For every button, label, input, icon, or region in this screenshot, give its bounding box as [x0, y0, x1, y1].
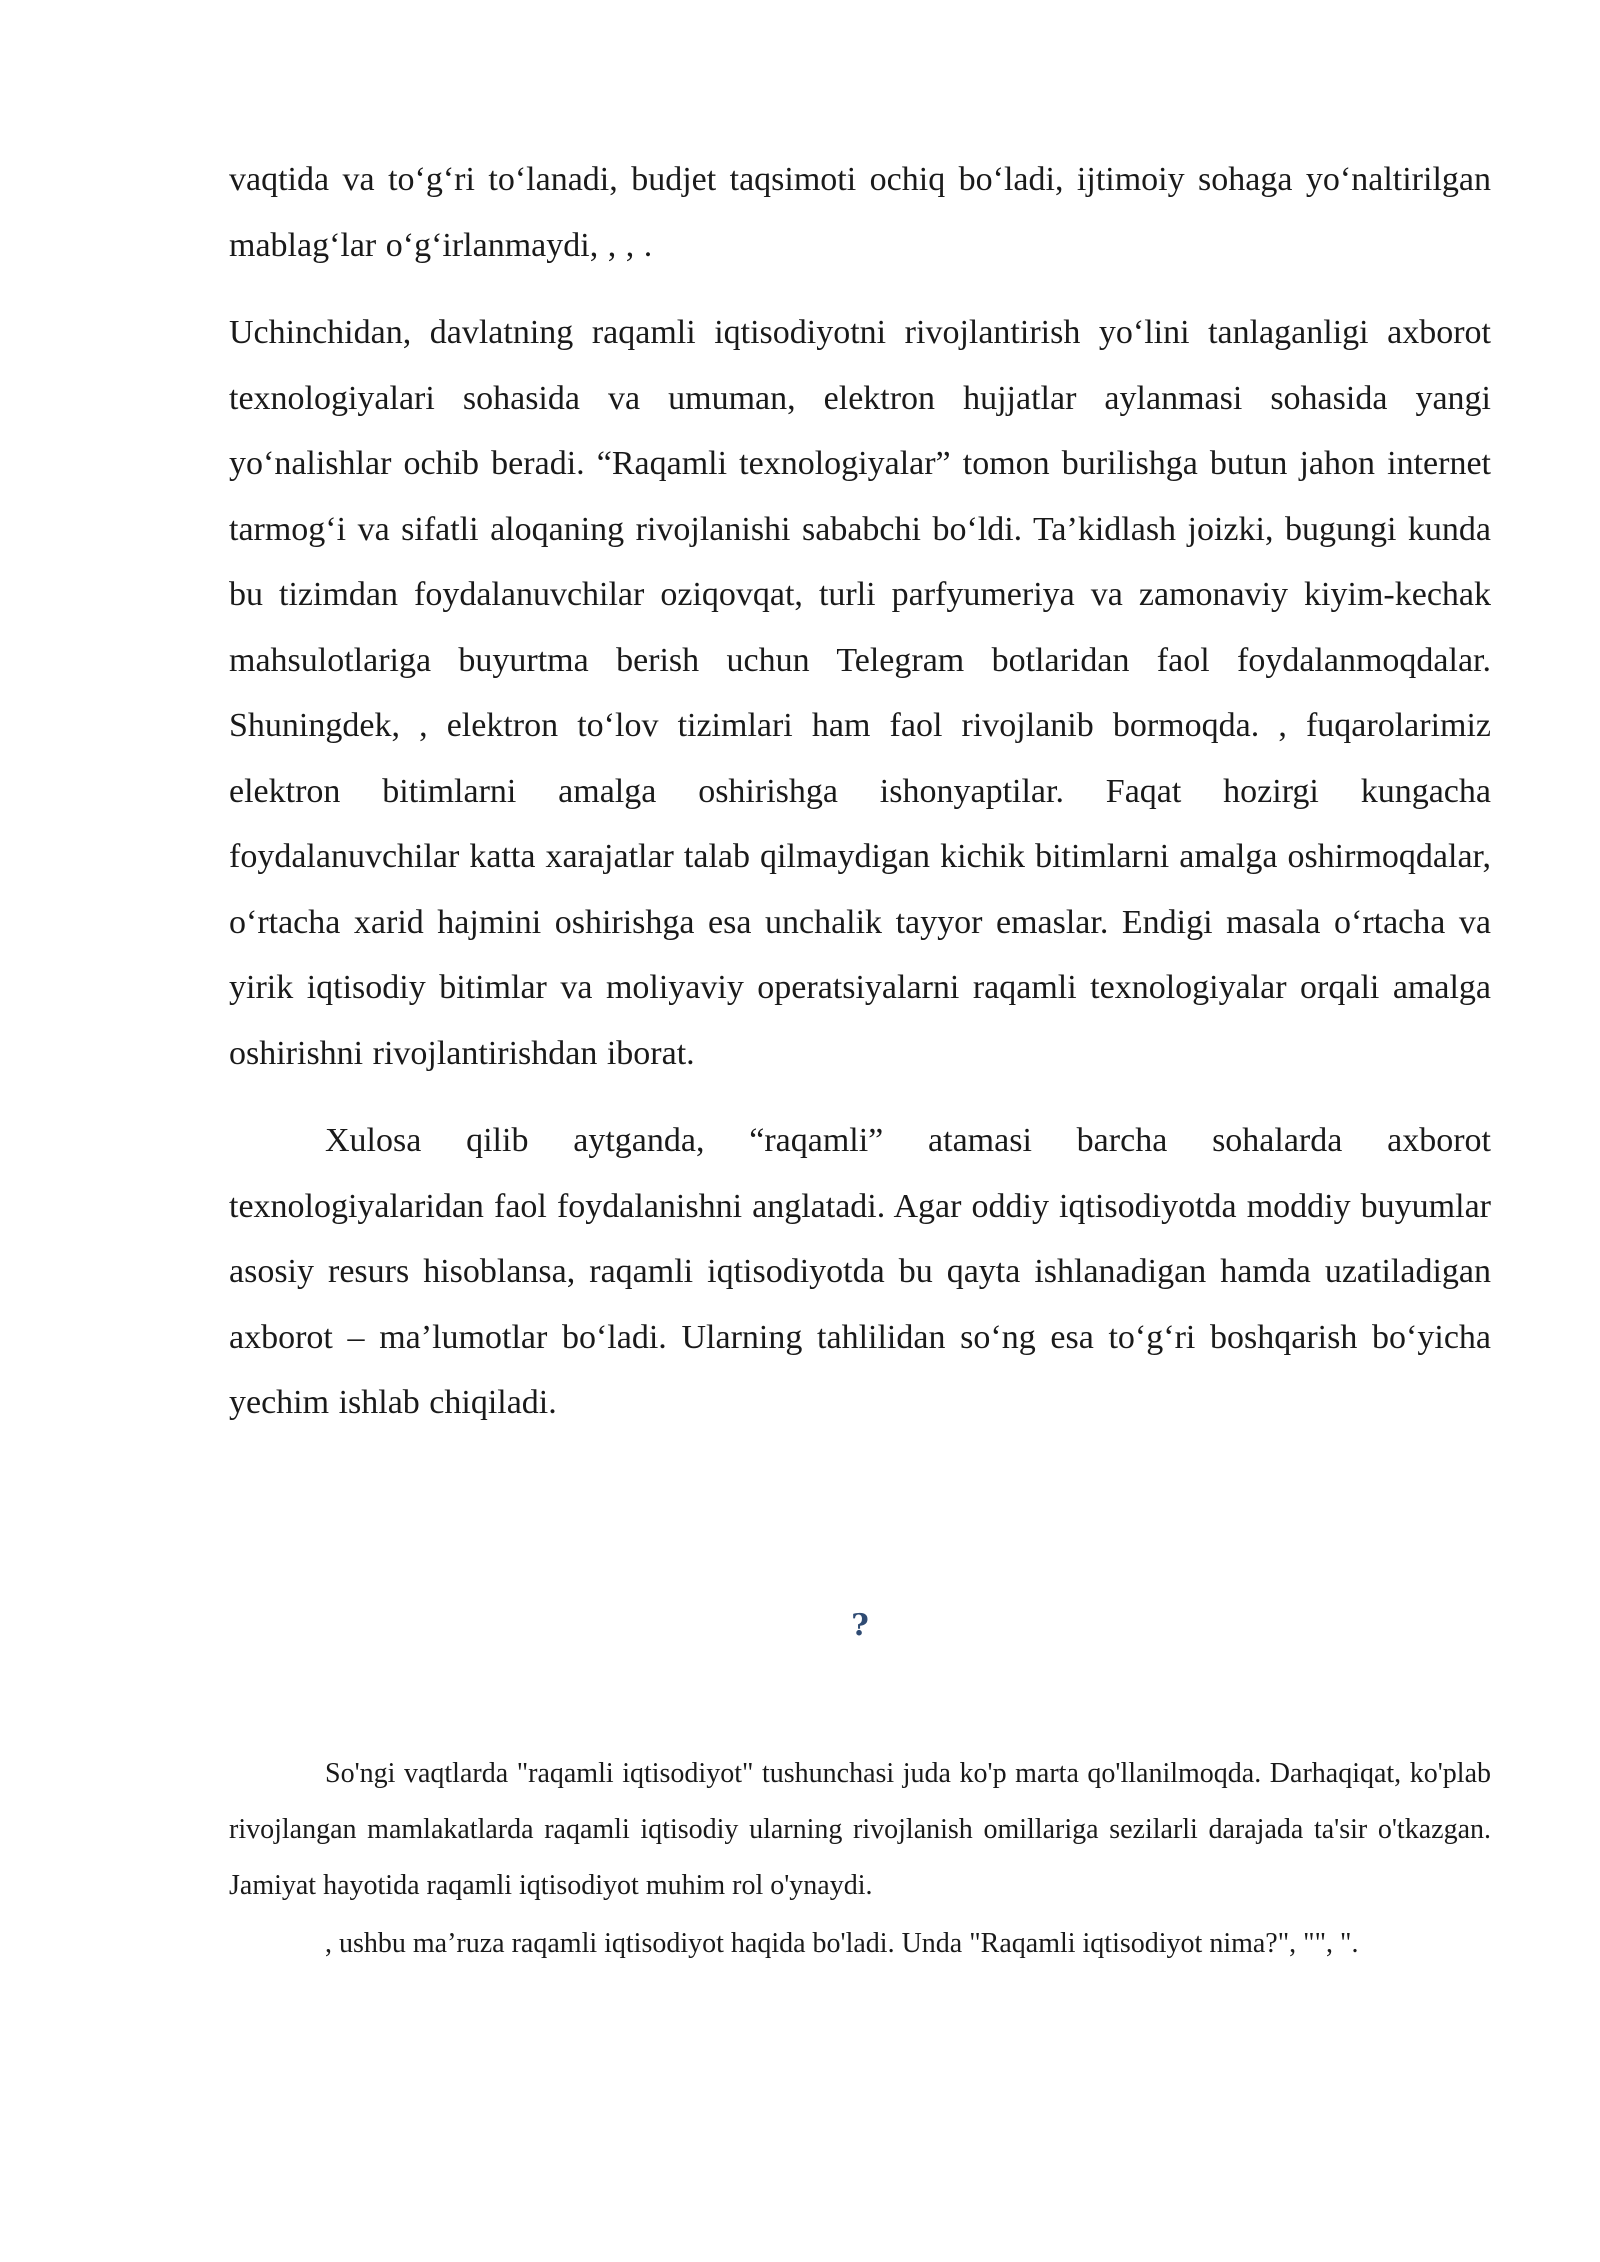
lecture-topic-paragraph: , ushbu ma’ruza raqamli iqtisodiyot haqida bo'ladi. Unda "Raqamli iqtisodiyot nima?", "", ". [325, 1928, 1359, 1959]
section-heading: ? [851, 1608, 869, 1643]
paragraph-conclusion: Xulosa qilib aytganda, “raqamli” atamasi barcha sohalarda axborot texnologiyalaridan faol foydalanishni anglatadi. Agar oddiy iqtisodiyotda moddiy buyumlar asosiy resurs hisoblansa, raqamli iqtisodiyotda bu qayta ishlanadigan hamda uzatiladigan axborot – ma’lumotlar bo‘ladi. Ularning tahlilidan so‘ng esa to‘g‘ri boshqarish bo‘yicha yechim ishlab chiqiladi. [229, 1122, 1491, 1421]
intro-section [229, 1746, 1491, 1972]
paragraph-continuation: vaqtida va to‘g‘ri to‘lanadi, budjet taqsimoti ochiq bo‘ladi, ijtimoiy sohaga yo‘naltirilgan mablag‘lar o‘g‘irlanmaydi, , , . [229, 161, 1491, 264]
document-body [229, 147, 1491, 1436]
paragraph-third-point: Uchinchidan, davlatning raqamli iqtisodiyotni rivojlantirish yo‘lini tanlaganligi axborot texnologiyalari sohasida va umuman, elektron hujjatlar aylanmasi sohasida yangi yo‘nalishlar ochib beradi. “Raqamli texnologiyalar” tomon burilishga butun jahon internet tarmog‘i va sifatli aloqaning rivojlanishi sababchi bo‘ldi. Ta’kidlash joizki, bugungi kunda bu tizimdan foydalanuvchilar oziqovqat, turli parfyumeriya va zamonaviy kiyim-kechak mahsulotlariga buyurtma berish uchun Telegram botlaridan faol foydalanmoqdalar. Shuningdek, , elektron to‘lov tizimlari ham faol rivojlanib bormoqda. , fuqarolarimiz elektron bitimlarni amalga oshirishga ishonyaptilar. Faqat hozirgi kungacha foydalanuvchilar katta xarajatlar talab qilmaydigan kichik bitimlarni amalga oshirmoqdalar, o‘rtacha xarid hajmini oshirishga esa unchalik tayyor emaslar. Endigi masala o‘rtacha va yirik iqtisodiy bitimlar va moliyaviy operatsiyalarni raqamli texnologiyalar orqali amalga oshirishni rivojlantirishdan iborat. [229, 314, 1491, 1072]
intro-paragraph: So'ngi vaqtlarda "raqamli iqtisodiyot" tushunchasi juda ko'p marta qo'llanilmoqda. Darhaqiqat, ko'plab rivojlangan mamlakatlarda raqamli iqtisodiy ularning rivojlanish omillariga sezilarli darajada ta'sir o'tkazgan. Jamiyat hayotida raqamli iqtisodiyot muhim rol o'ynaydi. [229, 1758, 1491, 1901]
